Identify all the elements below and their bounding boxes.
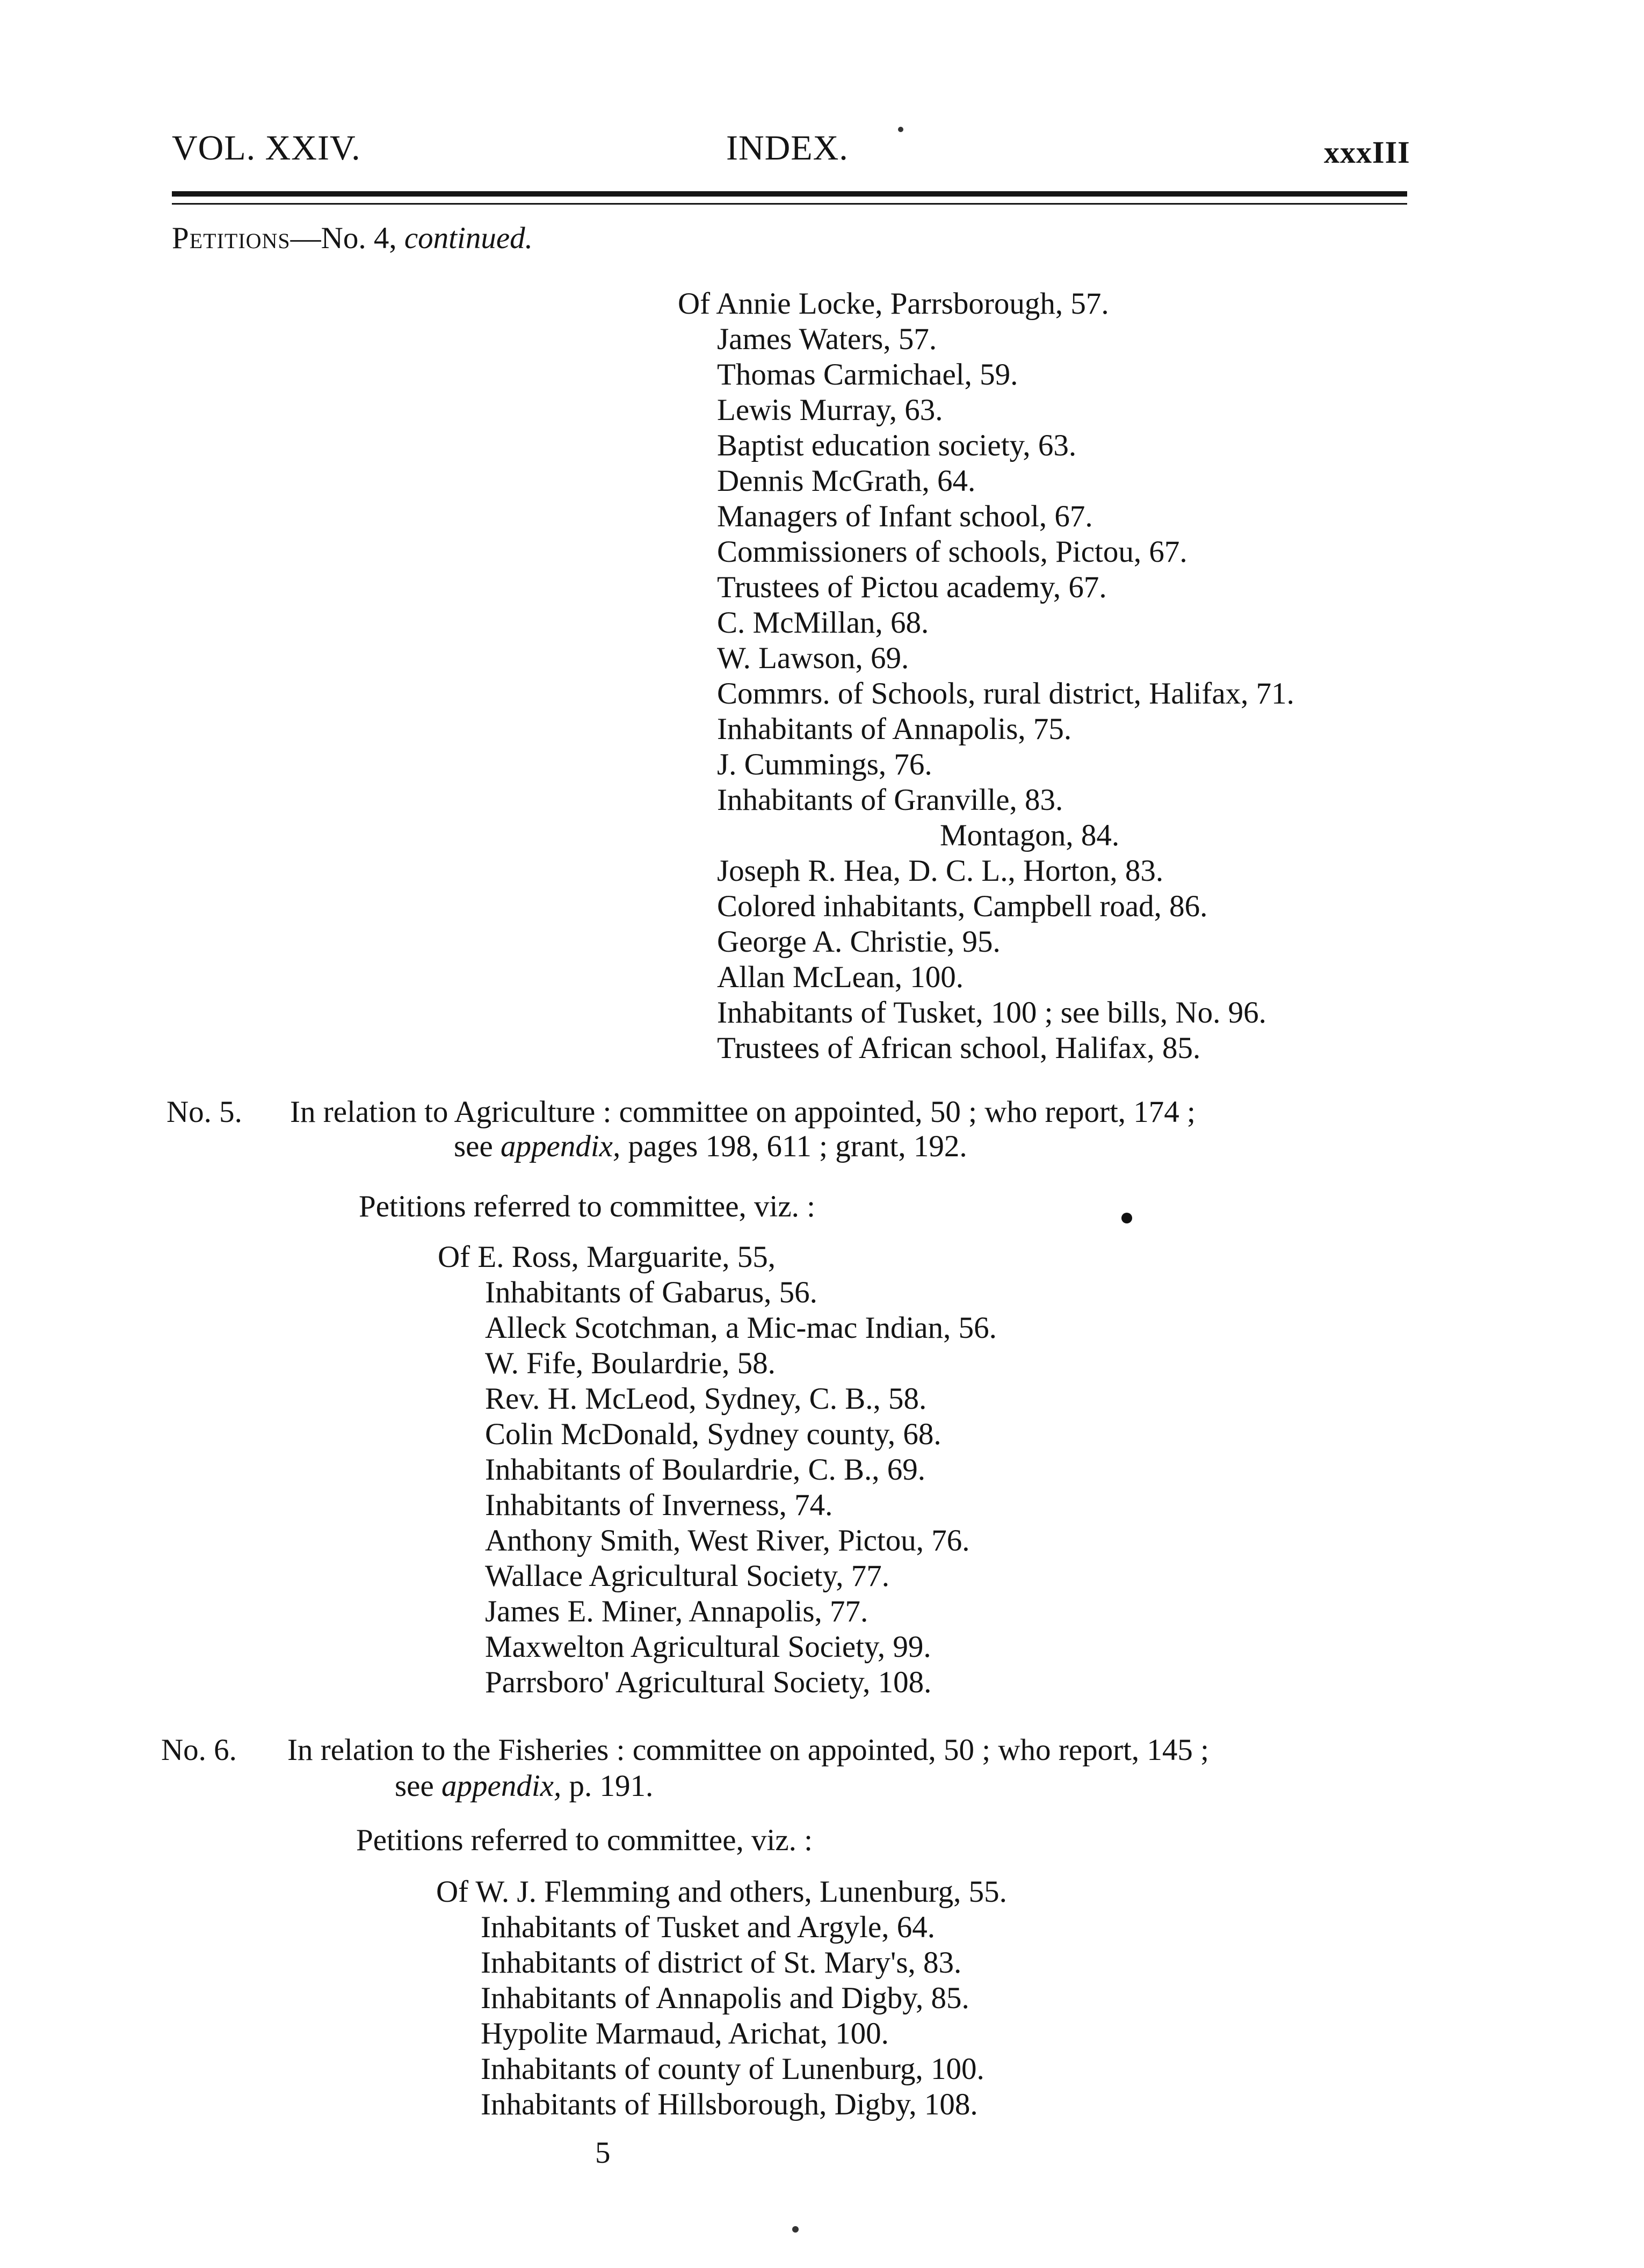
list-item: Trustees of Pictou academy, 67. xyxy=(717,570,1107,604)
no6-description: In relation to the Fisheries : committee on appointed, 50 ; who report, 145 ; xyxy=(287,1733,1209,1767)
list-item: Colored inhabitants, Campbell road, 86. xyxy=(717,889,1208,923)
page-title: INDEX. xyxy=(726,128,849,168)
list-item: Lewis Murray, 63. xyxy=(717,393,943,427)
list-item: Anthony Smith, West River, Pictou, 76. xyxy=(485,1524,970,1557)
no5-description: In relation to Agriculture : committee on appointed, 50 ; who report, 174 ; xyxy=(290,1095,1196,1129)
list-item: Inhabitants of Inverness, 74. xyxy=(485,1488,833,1522)
list-item: Thomas Carmichael, 59. xyxy=(717,358,1018,392)
list-item: George A. Christie, 95. xyxy=(717,925,1001,959)
no6-petitions-intro: Petitions referred to committee, viz. : xyxy=(356,1823,813,1857)
ink-speck xyxy=(1121,1213,1132,1223)
list-item: Of W. J. Flemming and others, Lunenburg, 55. xyxy=(436,1875,1007,1909)
header-rule-thick xyxy=(172,191,1407,197)
volume-label: VOL. XXIV. xyxy=(172,128,361,168)
list-item: Of E. Ross, Marguarite, 55, xyxy=(438,1240,776,1274)
list-item: Inhabitants of Boulardrie, C. B., 69. xyxy=(485,1453,926,1487)
list-item: Inhabitants of district of St. Mary's, 83. xyxy=(481,1946,962,1980)
list-item: C. McMillan, 68. xyxy=(717,606,929,640)
no6-entry-list xyxy=(436,1874,1007,2122)
no5-appendix-word: appendix, xyxy=(501,1129,621,1163)
list-item: J. Cummings, 76. xyxy=(717,748,932,781)
list-item: Hypolite Marmaud, Arichat, 100. xyxy=(481,2017,889,2050)
list-item: Alleck Scotchman, a Mic-mac Indian, 56. xyxy=(485,1311,997,1345)
list-item: Managers of Infant school, 67. xyxy=(717,499,1093,533)
running-head-continued: continued. xyxy=(404,221,533,255)
list-item: W. Lawson, 69. xyxy=(717,641,909,675)
list-item: Inhabitants of Tusket and Argyle, 64. xyxy=(481,1910,936,1944)
list-item: Inhabitants of Gabarus, 56. xyxy=(485,1276,817,1309)
list-item: Inhabitants of county of Lunenburg, 100. xyxy=(481,2052,984,2086)
list-item: Allan McLean, 100. xyxy=(717,960,964,994)
running-head-label: Petitions xyxy=(172,221,291,255)
list-item: Inhabitants of Hillsborough, Digby, 108. xyxy=(481,2088,978,2121)
no5-petitions-intro: Petitions referred to committee, viz. : xyxy=(359,1190,815,1223)
no6-appendix-line: see appendix, p. 191. xyxy=(395,1769,654,1803)
ink-speck xyxy=(792,2226,799,2233)
list-item: James Waters, 57. xyxy=(717,322,937,356)
signature-mark: 5 xyxy=(595,2136,611,2170)
list-item: Wallace Agricultural Society, 77. xyxy=(485,1559,890,1593)
list-item: Parrsboro' Agricultural Society, 108. xyxy=(485,1665,932,1699)
list-item: Inhabitants of Granville, 83. xyxy=(717,783,1063,817)
list-item: Maxwelton Agricultural Society, 99. xyxy=(485,1630,931,1664)
list-item: Commrs. of Schools, rural district, Halifax, 71. xyxy=(717,677,1294,711)
list-item: Joseph R. Hea, D. C. L., Horton, 83. xyxy=(717,854,1164,888)
running-head-number: —No. 4, xyxy=(290,221,404,255)
no5-label: No. 5. xyxy=(166,1095,242,1129)
list-item: Montagon, 84. xyxy=(940,818,1120,852)
list-item: Of Annie Locke, Parrsborough, 57. xyxy=(678,287,1109,321)
no6-label: No. 6. xyxy=(161,1733,237,1767)
no5-entry-list xyxy=(438,1240,997,1700)
no6-appendix-word: appendix, xyxy=(441,1769,562,1803)
list-item: Colin McDonald, Sydney county, 68. xyxy=(485,1417,942,1451)
list-item: Inhabitants of Annapolis, 75. xyxy=(717,712,1072,746)
page-number: xxxIII xyxy=(1324,135,1410,170)
list-item: Inhabitants of Annapolis and Digby, 85. xyxy=(481,1981,969,2015)
list-item: Trustees of African school, Halifax, 85. xyxy=(717,1031,1201,1065)
list-item: W. Fife, Boulardrie, 58. xyxy=(485,1346,776,1380)
no4-entry-list xyxy=(678,286,1294,1066)
list-item: Rev. H. McLeod, Sydney, C. B., 58. xyxy=(485,1382,927,1416)
header-rule-thin xyxy=(172,203,1407,205)
list-item: Commissioners of schools, Pictou, 67. xyxy=(717,535,1187,569)
ink-speck xyxy=(898,127,903,132)
no5-appendix-line: see appendix, pages 198, 611 ; grant, 192. xyxy=(454,1129,967,1163)
running-head xyxy=(172,220,533,256)
list-item: Inhabitants of Tusket, 100 ; see bills, No. 96. xyxy=(717,996,1266,1030)
list-item: Baptist education society, 63. xyxy=(717,429,1077,462)
list-item: James E. Miner, Annapolis, 77. xyxy=(485,1595,868,1628)
list-item: Dennis McGrath, 64. xyxy=(717,464,976,498)
